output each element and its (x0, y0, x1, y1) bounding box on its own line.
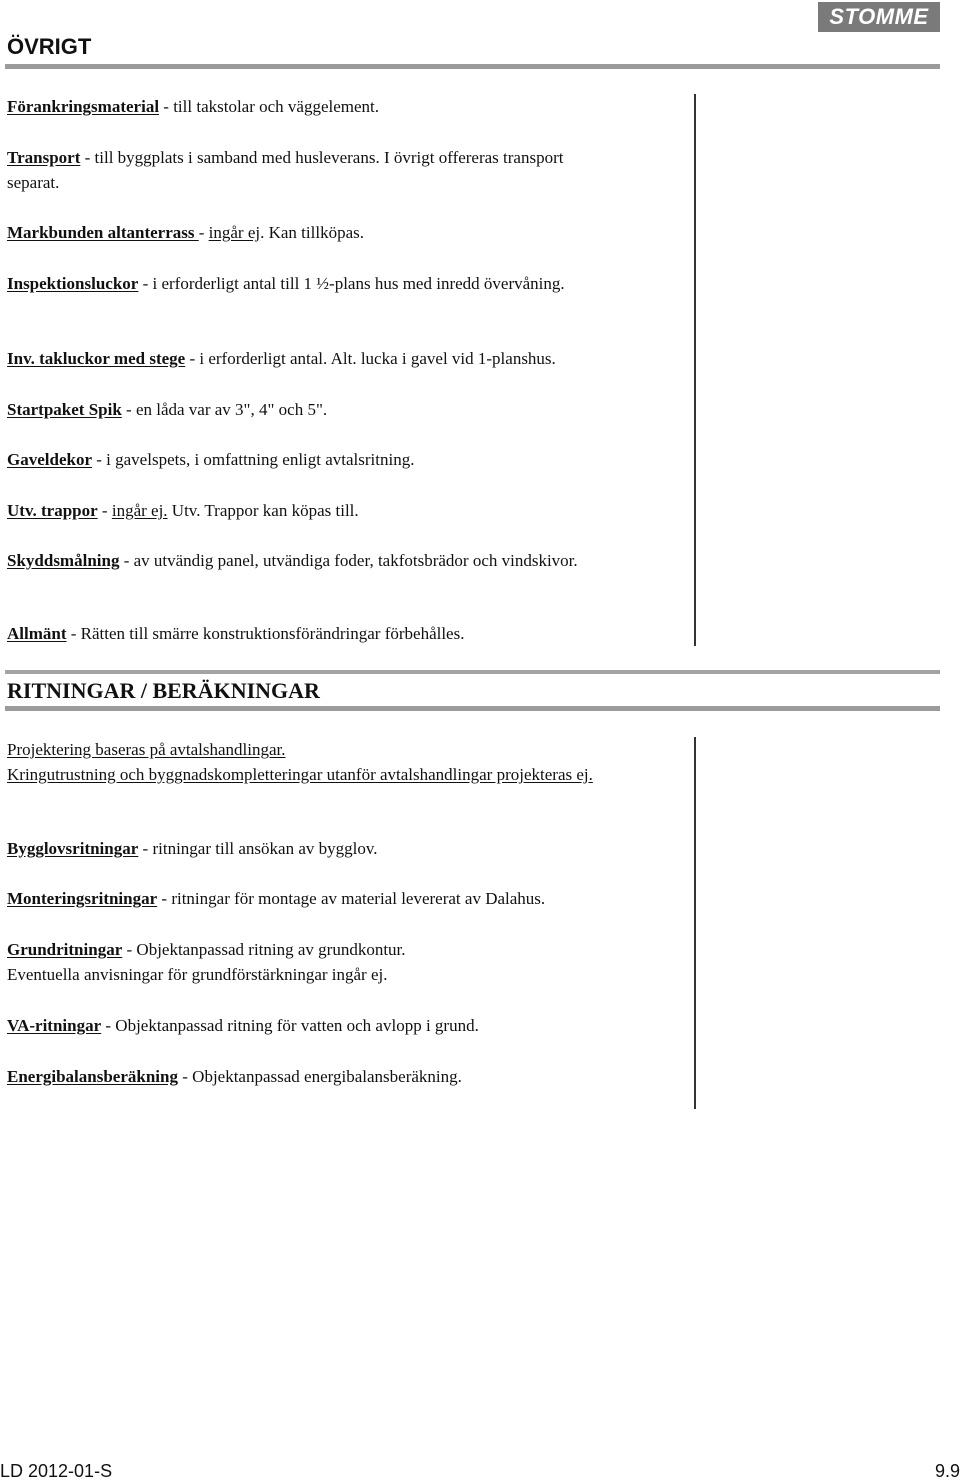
item-term: Bygglovsritningar (7, 839, 139, 858)
item-underlined: ingår ej (208, 223, 261, 242)
item-text: - till byggplats i samband med husleverans. I övrigt offereras transport separat. (7, 148, 564, 192)
item-text: - i erforderligt antal till 1 ½-plans hus med inredd övervåning. (138, 274, 565, 293)
item-term: VA-ritningar (7, 1016, 102, 1035)
list-item (7, 498, 647, 523)
list-item (7, 836, 667, 861)
item-text: - (198, 223, 209, 242)
list-item (7, 94, 647, 119)
intro-text (7, 737, 667, 787)
item-text: - (97, 501, 112, 520)
item-term: Monteringsritningar (7, 889, 158, 908)
list-item (7, 271, 567, 296)
item-text: - ritningar till ansökan av bygglov. (138, 839, 378, 858)
item-text: - av utvändig panel, utvändiga foder, takfotsbrädor och vindskivor. (119, 551, 578, 570)
list-item (7, 1013, 667, 1038)
section-title-ritningar: RITNINGAR / BERÄKNINGAR (7, 678, 320, 703)
list-item (7, 397, 647, 422)
document-code: LD 2012-01-S (0, 1461, 113, 1481)
list-item (7, 548, 607, 573)
list-item (7, 1064, 667, 1089)
item-text: - i erforderligt antal. Alt. lucka i gavel vid 1-planshus. (185, 349, 556, 368)
intro-line: Projektering baseras på avtalshandlingar. (7, 740, 286, 759)
item-term: Skyddsmålning (7, 551, 120, 570)
list-item (7, 220, 647, 245)
item-text: - Objektanpassad ritning av grundkontur. (122, 940, 406, 959)
section-title-ovrigt: ÖVRIGT (7, 34, 92, 59)
list-item (7, 886, 667, 911)
item-text: - ritningar för montage av material levererat av Dalahus. (157, 889, 546, 908)
item-text: Utv. Trappor kan köpas till. (167, 501, 359, 520)
item-text: - Objektanpassad ritning för vatten och avlopp i grund. (101, 1016, 479, 1035)
item-term: Gaveldekor (7, 450, 92, 469)
item-term: Grundritningar (7, 940, 123, 959)
list-item (7, 621, 647, 646)
item-term: Inv. takluckor med stege (7, 349, 186, 368)
list-item (7, 447, 647, 472)
item-term: Förankringsmaterial (7, 97, 160, 116)
item-text: - i gavelspets, i omfattning enligt avtalsritning. (92, 450, 415, 469)
item-text: Eventuella anvisningar för grundförstärkningar ingår ej. (7, 965, 388, 984)
column-divider (694, 737, 696, 1109)
section-divider (5, 706, 940, 711)
page-number: 9.9 (934, 1461, 960, 1481)
list-item (7, 937, 667, 987)
section-divider (5, 64, 940, 69)
item-text: . Kan tillköpas. (260, 223, 364, 242)
section-divider (5, 670, 940, 674)
item-text: - Objektanpassad energibalansberäkning. (178, 1067, 462, 1086)
column-divider (694, 94, 696, 646)
item-text: - en låda var av 3", 4" och 5". (121, 400, 328, 419)
item-underlined: ingår ej. (111, 501, 168, 520)
item-term: Allmänt (7, 624, 67, 643)
item-term: Startpaket Spik (7, 400, 122, 419)
list-item (7, 346, 647, 371)
intro-line: Kringutrustning och byggnadskompletteringar utanför avtalshandlingar projekteras ej. (7, 765, 593, 784)
item-term: Energibalansberäkning (7, 1067, 178, 1086)
item-term: Utv. trappor (7, 501, 98, 520)
list-item (7, 145, 607, 195)
item-text: - Rätten till smärre konstruktionsförändringar förbehålles. (66, 624, 465, 643)
item-term: Markbunden altanterrass (7, 223, 199, 242)
item-term: Transport (7, 148, 81, 167)
section-tag: STOMME (818, 2, 940, 32)
item-term: Inspektionsluckor (7, 274, 139, 293)
item-text: - till takstolar och väggelement. (159, 97, 380, 116)
